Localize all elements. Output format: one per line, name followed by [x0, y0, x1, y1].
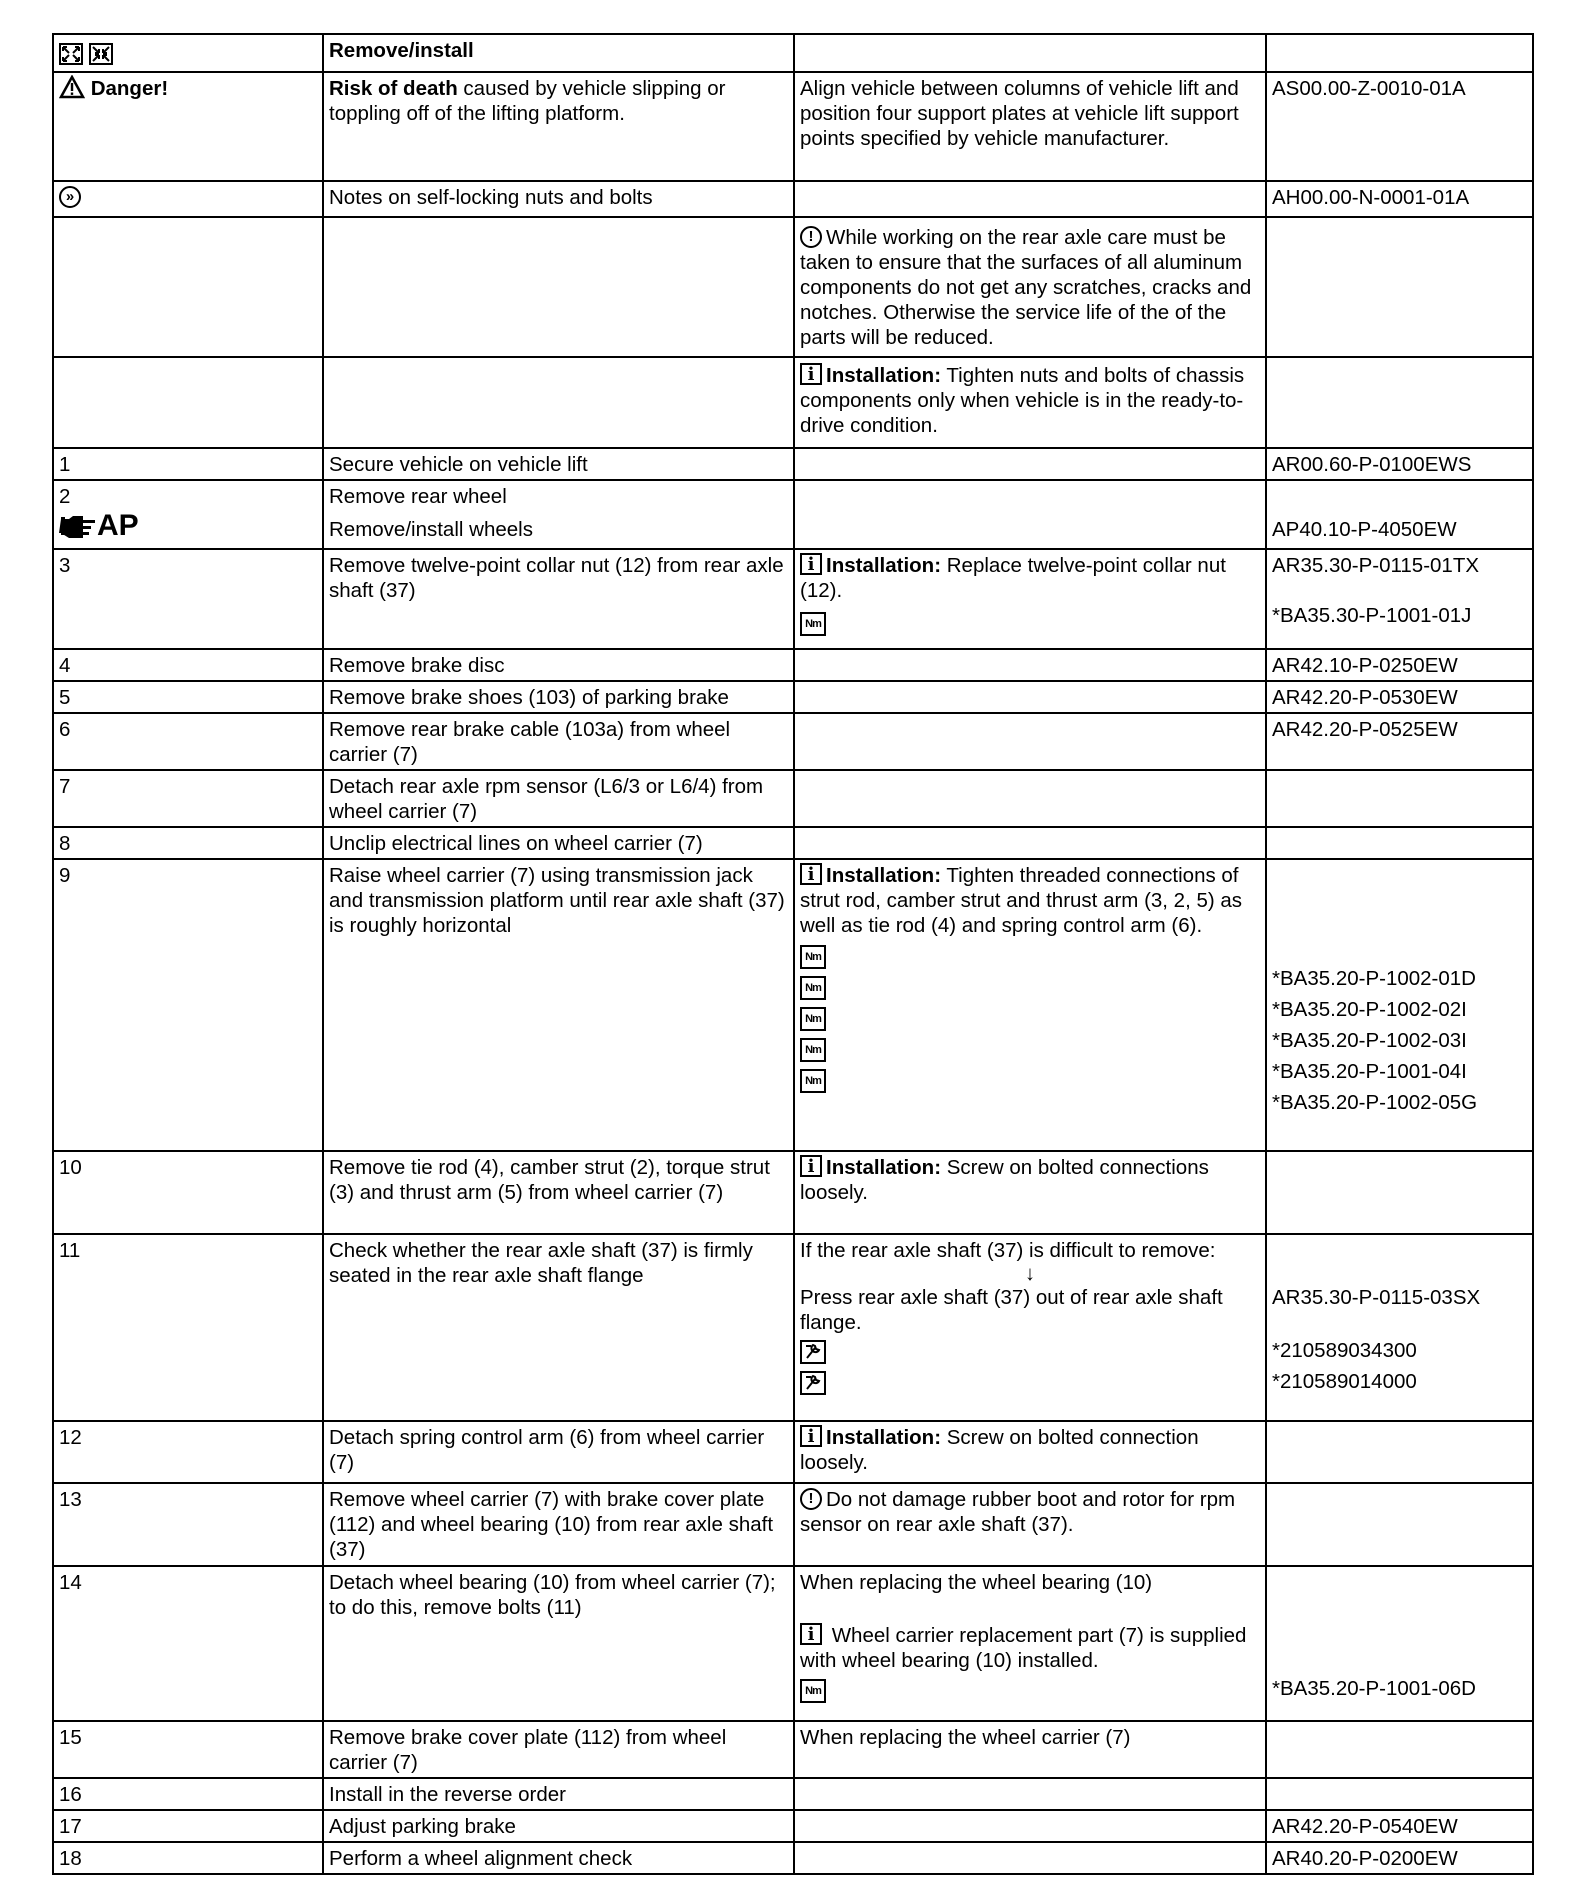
step-text: Secure vehicle on vehicle lift [323, 448, 794, 480]
info-icon: i [800, 553, 822, 575]
step-text: Remove twelve-point collar nut (12) from rear axle shaft (37) [323, 549, 794, 649]
action-text: Press rear axle shaft (37) out of rear axle shaft flange. [800, 1286, 1223, 1334]
danger-label: Danger! [90, 77, 169, 100]
table-row [53, 649, 1533, 681]
header-title: Remove/install [323, 34, 794, 72]
danger-bold-text: Risk of death [329, 77, 458, 100]
condition-text: When replacing the wheel carrier (7) [794, 1721, 1266, 1778]
tool-ref: *210589014000 [1272, 1370, 1417, 1393]
table-row [53, 1234, 1533, 1421]
tool-ref: *210589034300 [1272, 1339, 1417, 1362]
step-number: 3 [53, 549, 323, 649]
step-number: 13 [53, 1483, 323, 1566]
caution-text: Do not damage rubber boot and rotor for rpm sensor on rear axle shaft (37). [800, 1488, 1236, 1536]
table-row [53, 1566, 1533, 1721]
step-text: Detach wheel bearing (10) from wheel carrier (7); to do this, remove bolts (11) [323, 1566, 794, 1721]
procedure-table [52, 33, 1534, 1875]
installation-text: Tighten nuts and bolts of chassis components only when vehicle is in the ready-to-drive condition. [800, 364, 1245, 437]
table-row [53, 34, 1533, 72]
danger-text-cell [323, 72, 794, 181]
step-text: Remove brake cover plate (112) from wheel carrier (7) [323, 1721, 794, 1778]
installation-label: Installation: [826, 864, 942, 887]
step-text: Raise wheel carrier (7) using transmission jack and transmission platform until rear axle shaft (37) is roughly horizontal [323, 859, 794, 1151]
torque-ref: *BA35.20-P-1002-03I [1272, 1029, 1467, 1052]
step-number: 7 [53, 770, 323, 827]
step-text: Remove rear brake cable (103a) from wheel carrier (7) [323, 713, 794, 770]
step-number: 10 [53, 1151, 323, 1234]
danger-note: Align vehicle between columns of vehicle lift and position four support plates at vehicle lift support points specified by vehicle manufacturer. [794, 72, 1266, 181]
torque-nm-icon[interactable]: Nm [800, 1069, 826, 1093]
table-row [53, 1151, 1533, 1234]
torque-ref: *BA35.20-P-1001-04I [1272, 1060, 1467, 1083]
step-text: Remove brake disc [323, 649, 794, 681]
special-tool-icon[interactable] [800, 1340, 826, 1364]
step-text: Install in the reverse order [323, 1778, 794, 1810]
installation-label: Installation: [826, 1426, 942, 1449]
table-row [53, 1842, 1533, 1874]
torque-nm-icon[interactable]: Nm [800, 1679, 826, 1703]
step-text: Remove tie rod (4), camber strut (2), torque strut (3) and thrust arm (5) from wheel carrier (7) [323, 1151, 794, 1234]
table-row [53, 770, 1533, 827]
torque-ref: *BA35.30-P-1001-01J [1272, 604, 1472, 627]
torque-nm-icon[interactable]: Nm [800, 1007, 826, 1031]
danger-text: caused by vehicle slipping or toppling off of the lifting platform. [329, 77, 726, 125]
installation-label: Installation: [826, 364, 942, 387]
pointing-hand-icon [59, 513, 97, 539]
danger-label-cell [53, 72, 323, 181]
step-text: Check whether the rear axle shaft (37) is firmly seated in the rear axle shaft flange [323, 1234, 794, 1421]
torque-ref: *BA35.20-P-1002-05G [1272, 1091, 1478, 1114]
step-number: 1 [53, 448, 323, 480]
installation-text: Screw on bolted connection loosely. [800, 1426, 1199, 1474]
step-number: 14 [53, 1566, 323, 1721]
step-number: 4 [53, 649, 323, 681]
table-row [53, 1421, 1533, 1483]
caution-icon: ! [800, 226, 822, 248]
info-icon: i [800, 1623, 822, 1645]
step-subtext: Remove/install wheels [329, 518, 533, 541]
table-row [53, 1483, 1533, 1566]
step-number: 2 [59, 485, 71, 508]
table-row [53, 859, 1533, 1151]
table-row [53, 713, 1533, 770]
installation-text: Screw on bolted connections loosely. [800, 1156, 1209, 1204]
table-row [53, 217, 1533, 357]
step-text: Remove brake shoes (103) of parking brake [323, 681, 794, 713]
step-text: Perform a wheel alignment check [323, 1842, 794, 1874]
step-number: 9 [53, 859, 323, 1151]
step-number: 6 [53, 713, 323, 770]
torque-nm-icon[interactable]: Nm [800, 612, 826, 636]
step-number: 5 [53, 681, 323, 713]
step-ref: AR40.20-P-0200EW [1266, 1842, 1533, 1874]
caution-icon: ! [800, 1488, 822, 1510]
torque-nm-icon[interactable]: Nm [800, 945, 826, 969]
step-ref: AR00.60-P-0100EWS [1266, 448, 1533, 480]
step-number: 15 [53, 1721, 323, 1778]
table-row [53, 681, 1533, 713]
step-text: Remove wheel carrier (7) with brake cover plate (112) and wheel bearing (10) from rear axle shaft (37) [323, 1483, 794, 1566]
notes-ref: AH00.00-N-0001-01A [1266, 181, 1533, 217]
step-ref: AR35.30-P-0115-03SX [1272, 1286, 1481, 1309]
table-row [53, 448, 1533, 480]
header-icons-cell [53, 34, 323, 72]
torque-nm-icon[interactable]: Nm [800, 1038, 826, 1062]
table-row [53, 549, 1533, 649]
table-row [53, 1721, 1533, 1778]
step-text: Adjust parking brake [323, 1810, 794, 1842]
condition-text: If the rear axle shaft (37) is difficult to remove: [800, 1239, 1216, 1262]
step-ref: AP40.10-P-4050EW [1272, 518, 1457, 541]
installation-text: Tighten threaded connections of strut rod, camber strut and thrust arm (3, 2, 5) as well as tie rod (4) and spring control arm (6). [800, 864, 1243, 937]
table-row [53, 1810, 1533, 1842]
step-ref: AR42.20-P-0540EW [1266, 1810, 1533, 1842]
installation-text: Replace twelve-point collar nut (12). [800, 554, 1226, 602]
step-ref: AR35.30-P-0115-01TX [1272, 554, 1480, 577]
special-tool-icon[interactable] [800, 1371, 826, 1395]
info-icon: i [800, 1425, 822, 1447]
info-icon: i [800, 863, 822, 885]
info-icon: i [800, 363, 822, 385]
condition-text: When replacing the wheel bearing (10) [800, 1571, 1153, 1594]
torque-ref: *BA35.20-P-1001-06D [1272, 1677, 1476, 1700]
step-number: 11 [53, 1234, 323, 1421]
step-number: 18 [53, 1842, 323, 1874]
info-icon: i [800, 1155, 822, 1177]
installation-label: Installation: [826, 554, 942, 577]
torque-ref: *BA35.20-P-1002-01D [1272, 967, 1476, 990]
step-number: 8 [53, 827, 323, 859]
expand-arrows-icon [59, 43, 83, 65]
warning-triangle-icon [59, 75, 85, 99]
table-row [53, 72, 1533, 181]
step-text: Unclip electrical lines on wheel carrier (7) [323, 827, 794, 859]
step-text: Remove rear wheel [329, 485, 507, 508]
caution-text: While working on the rear axle care must be taken to ensure that the surfaces of all aluminum components do not get any scratches, cracks and notches. Otherwise the service life of the of the parts will be reduced. [800, 226, 1252, 349]
step-number: 16 [53, 1778, 323, 1810]
step-number: 17 [53, 1810, 323, 1842]
table-row [53, 827, 1533, 859]
notes-text: Notes on self-locking nuts and bolts [323, 181, 794, 217]
installation-label: Installation: [826, 1156, 942, 1179]
torque-nm-icon[interactable]: Nm [800, 976, 826, 1000]
step-ref: AR42.10-P-0250EW [1266, 649, 1533, 681]
step-text: Detach rear axle rpm sensor (L6/3 or L6/4) from wheel carrier (7) [323, 770, 794, 827]
step-ref: AR42.20-P-0530EW [1266, 681, 1533, 713]
ap-label: AP [97, 509, 139, 542]
collapse-arrows-icon [89, 43, 113, 65]
note-text: Wheel carrier replacement part (7) is supplied with wheel bearing (10) installed. [800, 1624, 1247, 1672]
table-row [53, 480, 1533, 549]
step-ref: AR42.20-P-0525EW [1266, 713, 1533, 770]
table-row [53, 181, 1533, 217]
torque-ref: *BA35.20-P-1002-02I [1272, 998, 1467, 1021]
self-locking-nut-icon: » [59, 186, 81, 208]
table-row [53, 1778, 1533, 1810]
step-number: 12 [53, 1421, 323, 1483]
down-arrow-icon: ↓ [1024, 1262, 1036, 1285]
table-row [53, 357, 1533, 448]
step-text: Detach spring control arm (6) from wheel carrier (7) [323, 1421, 794, 1483]
danger-ref: AS00.00-Z-0010-01A [1266, 72, 1533, 181]
